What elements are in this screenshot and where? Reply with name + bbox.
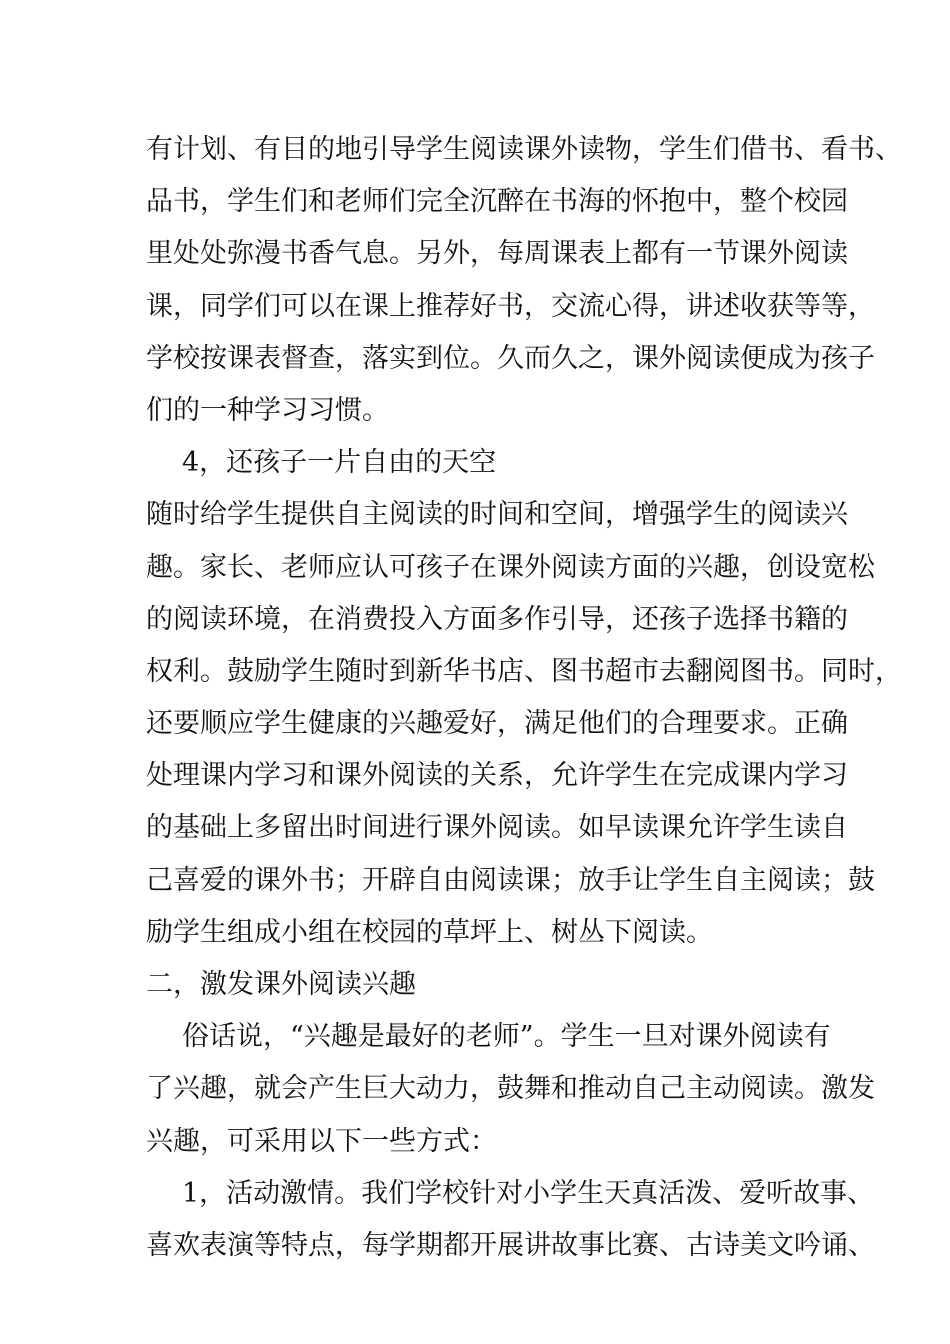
text-line: 有计划、有目的地引导学生阅读课外读物，学生们借书、看书、 [146,134,902,165]
text-line: 里处处弥漫书香气息。另外，每周课表上都有一节课外阅读 [146,238,848,270]
text-line: 趣。家长、老师应认可孩子在课外阅读方面的兴趣，创设宽松 [146,551,875,583]
text-line: 学校按课表督查，落实到位。久而久之，课外阅读便成为孩子 [146,342,875,374]
text-line: 还要顺应学生健康的兴趣爱好，满足他们的合理要求。正确 [146,708,848,740]
text-line: 随时给学生提供自主阅读的时间和空间，增强学生的阅读兴 [146,499,848,531]
text-line: 己喜爱的课外书；开辟自由阅读课；放手让学生自主阅读；鼓 [146,864,875,896]
text-line: 俗话说，“兴趣是最好的老师”。学生一旦对课外阅读有 [182,1021,831,1053]
text-line: 喜欢表演等特点，每学期都开展讲故事比赛、古诗美文吟诵、 [146,1229,875,1261]
text-line: 励学生组成小组在校园的草坪上、树丛下阅读。 [146,916,713,948]
text-line: 们的一种学习习惯。 [146,394,389,426]
section-heading: 4，还孩子一片自由的天空 [182,447,497,479]
text-line: 1，活动激情。我们学校针对小学生天真活泼、爱听故事、 [182,1177,875,1209]
text-line: 处理课内学习和课外阅读的关系，允许学生在完成课内学习 [146,760,848,792]
text-line: 课，同学们可以在课上推荐好书，交流心得，讲述收获等等， [146,290,875,322]
text-line: 品书，学生们和老师们完全沉醉在书海的怀抱中，整个校园 [146,186,848,218]
text-line: 了兴趣，就会产生巨大动力，鼓舞和推动自己主动阅读。激发 [146,1073,875,1105]
text-line: 的基础上多留出时间进行课外阅读。如早读课允许学生读自 [146,812,848,844]
text-line: 权利。鼓励学生随时到新华书店、图书超市去翻阅图书。同时， [146,655,902,687]
body-text [146,124,902,1272]
text-line: 的阅读环境，在消费投入方面多作引导，还孩子选择书籍的 [146,603,848,635]
section-heading: 二，激发课外阅读兴趣 [146,969,416,1000]
text-line: 兴趣，可采用以下一些方式： [146,1125,497,1157]
